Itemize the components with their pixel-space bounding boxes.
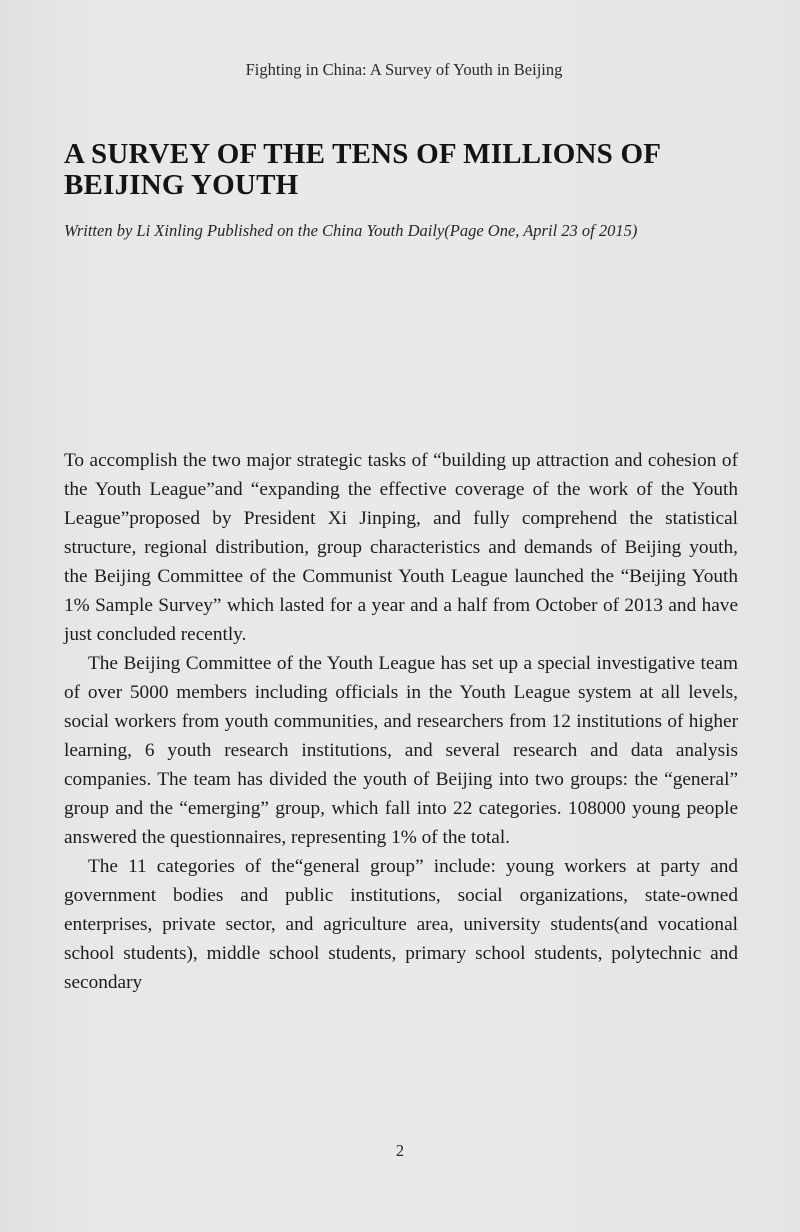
body-paragraph: The Beijing Committee of the Youth League has set up a special investigative team of over 5000 members including officials in the Youth League system at all levels, social workers from youth communities, and researchers from 12 institutions of higher learning, 6 youth research institutions, and several research and data analysis companies. The team has divided the youth of Beijing into two groups: the “general” group and the “emerging” group, which fall into 22 categories. 108000 young people answered the questionnaires, representing 1% of the total. — [64, 653, 738, 848]
article-body — [64, 446, 738, 997]
running-header: Fighting in China: A Survey of Youth in Beijing — [245, 60, 563, 79]
article-byline: Written by Li Xinling Published on the China Youth Daily(Page One, April 23 of 2015) — [64, 221, 638, 240]
body-paragraph: The 11 categories of the“general group” include: young workers at party and government bodies and public institutions, social organizations, state-owned enterprises, private sector, and agriculture area, university students(and vocational school students), middle school students, primary school students, polytechnic and secondary — [64, 856, 738, 993]
body-paragraph: To accomplish the two major strategic tasks of “building up attraction and cohesion of the Youth League”and “expanding the effective coverage of the work of the Youth League”proposed by President Xi Jinping, and fully comprehend the statistical structure, regional distribution, group characteristics and demands of Beijing youth, the Beijing Committee of the Communist Youth League launched the “Beijing Youth 1% Sample Survey” which lasted for a year and a half from October of 2013 and have just concluded recently. — [64, 450, 738, 645]
article-title: A SURVEY OF THE TENS OF MILLIONS OF BEIJING YOUTH — [64, 138, 661, 201]
page-number: 2 — [395, 1141, 405, 1160]
